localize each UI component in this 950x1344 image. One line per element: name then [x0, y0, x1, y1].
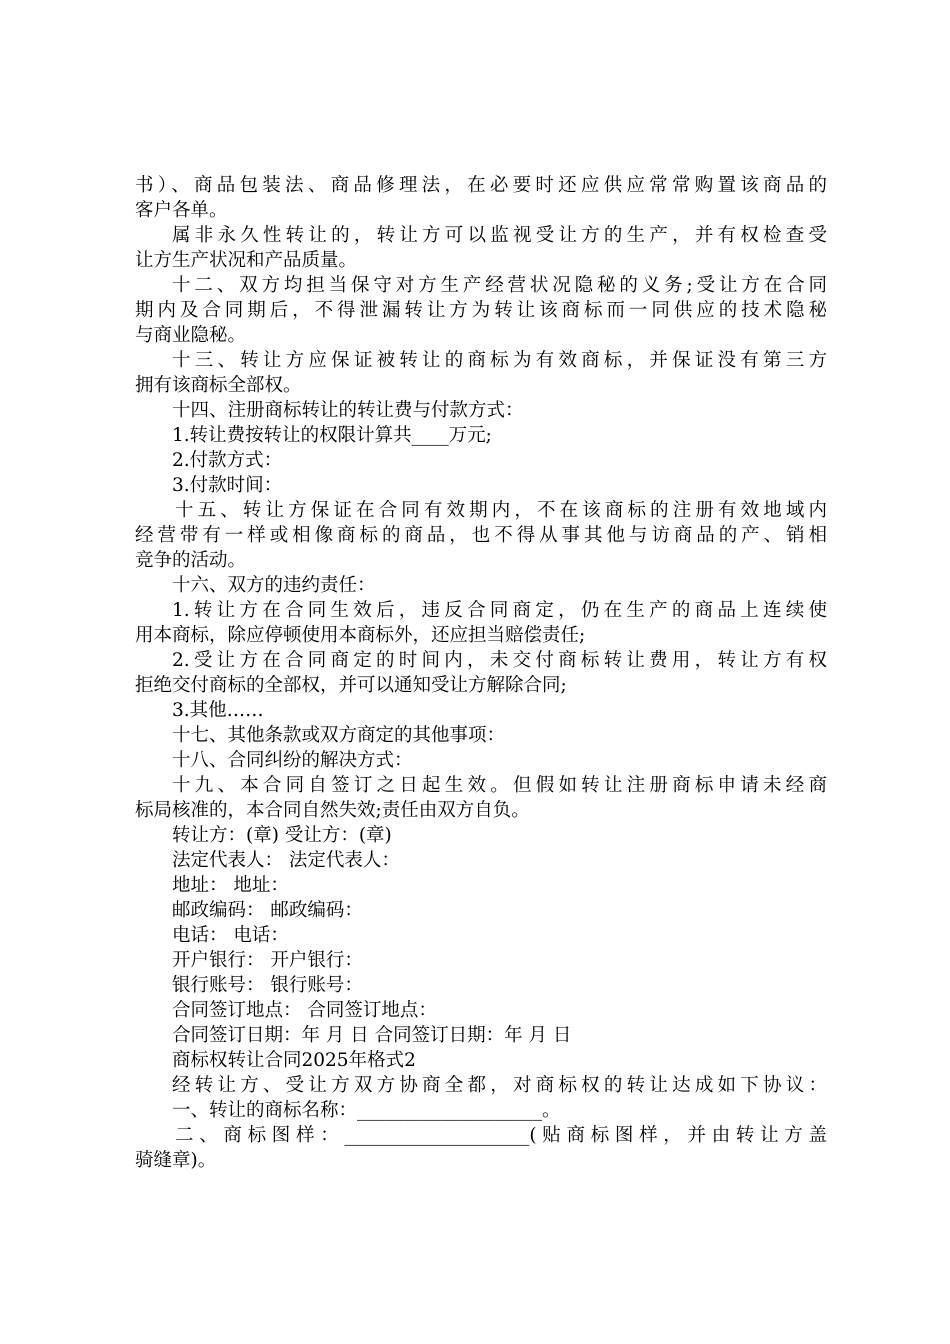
text-line: 3.其他……	[172, 700, 264, 721]
text-line: 十五、转让方保证在合同有效期内，不在该商标的注册有效地域内	[175, 500, 827, 521]
text-line: 让方生产状况和产品质量。	[135, 250, 358, 271]
section-title: 商标权转让合同2025年格式2	[172, 1050, 416, 1071]
text-line: 期内及合同期后，不得泄漏转让方为转让该商标而一同供应的技术隐秘	[135, 300, 827, 321]
text-line: 2.受让方在合同商定的时间内，未交付商标转让费用，转让方有权	[172, 650, 827, 671]
text-line: 经营带有一样或相像商标的商品，也不得从事其他与访商品的产、销相	[135, 525, 827, 546]
text-line: 书）、商品包装法、商品修理法，在必要时还应供应常常购置该商品的	[135, 175, 827, 196]
text-line: 电话： 电话：	[172, 925, 289, 946]
text-line: 邮政编码： 邮政编码：	[172, 900, 363, 921]
text-line: 骑缝章)。	[135, 1150, 217, 1171]
text-line: 用本商标，除应停顿使用本商标外，还应担当赔偿责任;	[135, 625, 586, 646]
text-line: 一、转让的商标名称：____________________。	[172, 1100, 561, 1121]
text-line: 法定代表人： 法定代表人：	[172, 850, 400, 871]
text-line: 二、商标图样：____________________(贴商标图样，并由转让方盖	[175, 1125, 827, 1146]
text-line: 1.转让方在合同生效后，违反合同商定，仍在生产的商品上连续使	[172, 600, 827, 621]
text-line: 十九、本合同自签订之日起生效。但假如转让注册商标申请未经商	[172, 775, 827, 796]
document-page	[135, 173, 827, 1173]
text-line: 合同签订日期：年 月 日 合同签订日期：年 月 日	[172, 1025, 572, 1046]
text-line: 十四、注册商标转让的转让费与付款方式：	[172, 400, 524, 421]
text-line: 十七、其他条款或双方商定的其他事项：	[172, 725, 506, 746]
text-line: 2.付款方式：	[172, 450, 283, 471]
text-line: 1.转让费按转让的权限计算共____万元;	[172, 425, 492, 446]
text-line: 开户银行： 开户银行：	[172, 950, 363, 971]
text-line: 合同签订地点： 合同签订地点：	[172, 1000, 437, 1021]
text-line: 客户各单。	[135, 200, 228, 221]
text-line: 竞争的活动。	[135, 550, 247, 571]
text-line: 十三、转让方应保证被转让的商标为有效商标，并保证没有第三方	[172, 350, 827, 371]
text-line: 拒绝交付商标的全部权，并可以通知受让方解除合同;	[135, 675, 567, 696]
text-line: 十八、合同纠纷的解决方式：	[172, 750, 413, 771]
text-line: 转让方：(章) 受让方：(章)	[172, 825, 392, 846]
text-line: 经转让方、受让方双方协商全都，对商标权的转让达成如下协议：	[172, 1075, 827, 1096]
text-line: 十二、双方均担当保守对方生产经营状况隐秘的义务;受让方在合同	[172, 275, 827, 296]
text-line: 地址： 地址：	[172, 875, 289, 896]
text-line: 与商业隐秘。	[135, 325, 247, 346]
text-line: 银行账号： 银行账号：	[172, 975, 363, 996]
text-line: 标局核准的，本合同自然失效;责任由双方自负。	[135, 800, 530, 821]
text-line: 十六、双方的违约责任：	[172, 575, 376, 596]
text-line: 拥有该商标全部权。	[135, 375, 302, 396]
text-line: 属非永久性转让的，转让方可以监视受让方的生产，并有权检查受	[172, 225, 827, 246]
text-line: 3.付款时间：	[172, 475, 283, 496]
